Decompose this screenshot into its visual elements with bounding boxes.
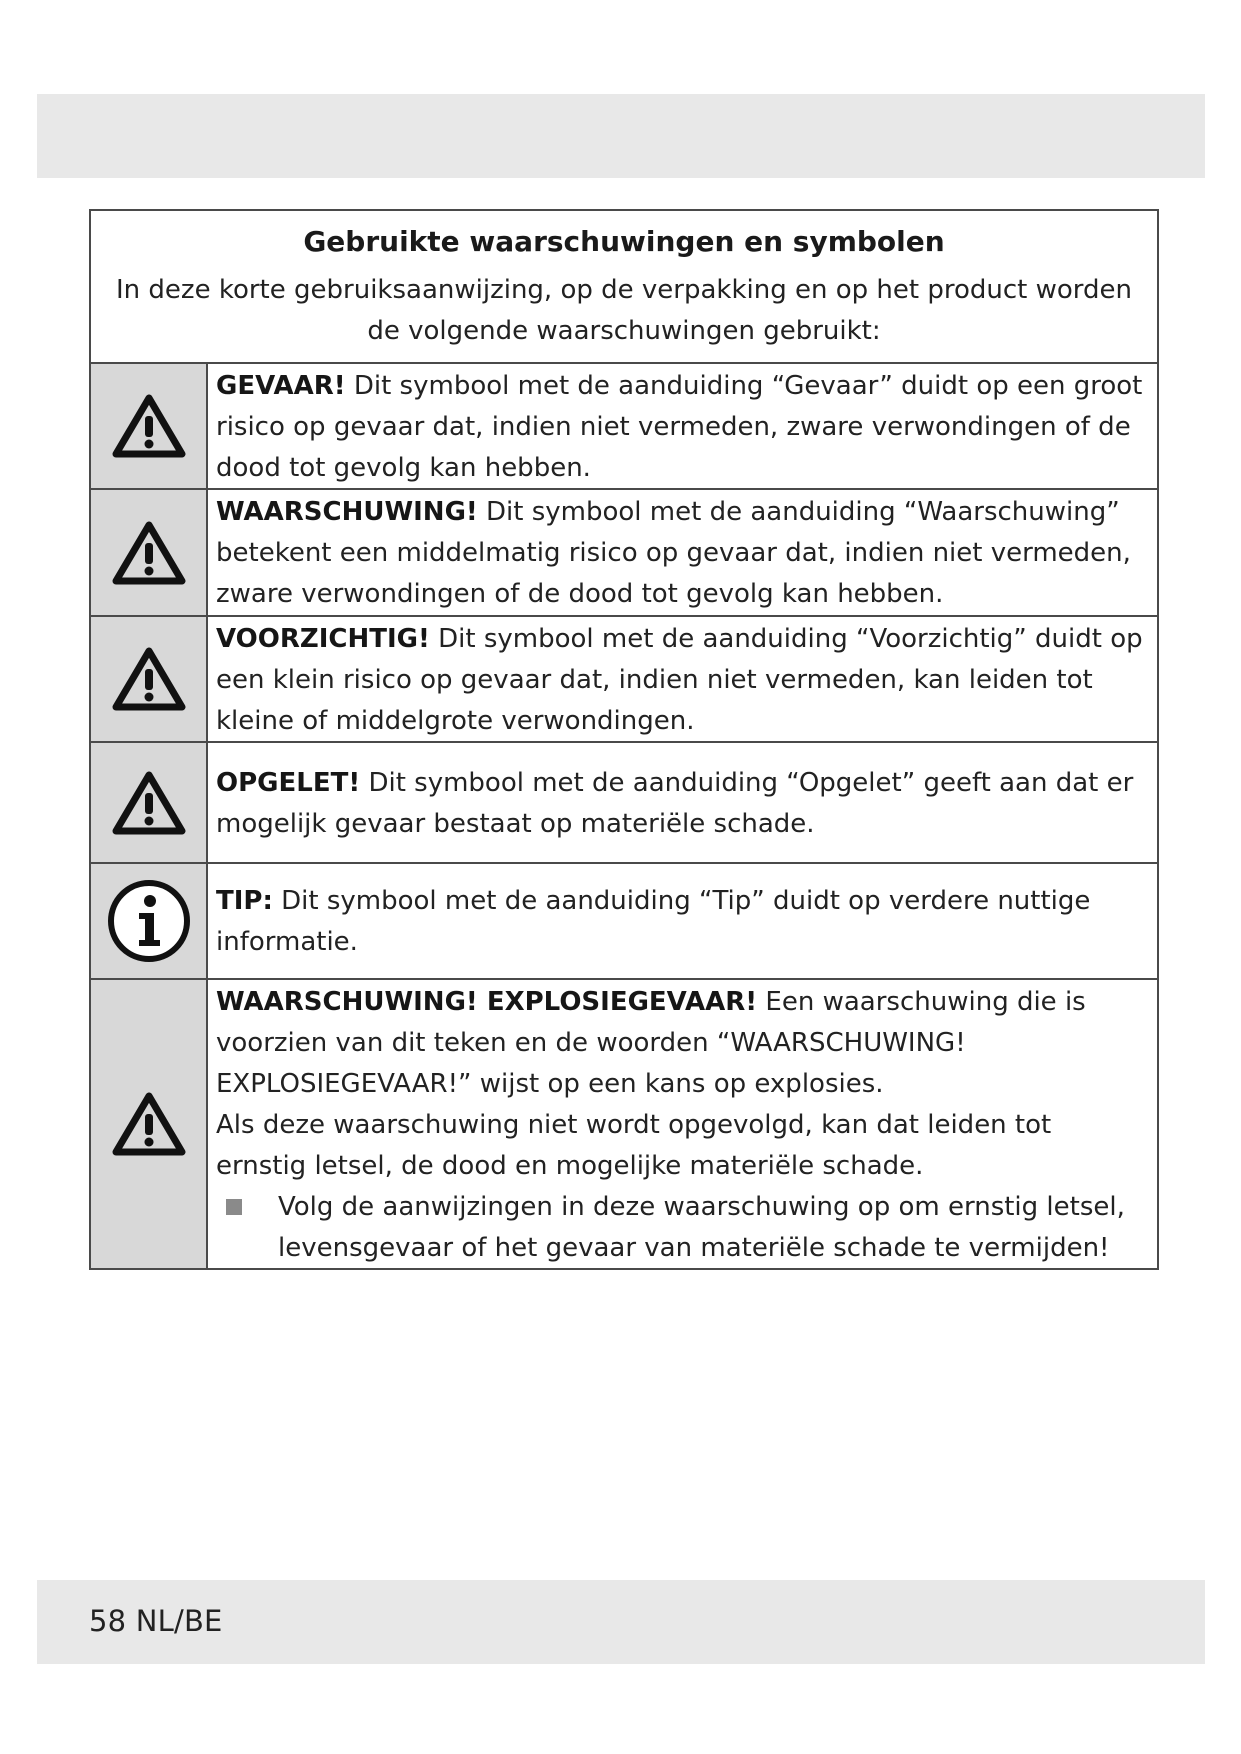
bullet-square-icon bbox=[226, 1199, 242, 1215]
warning-triangle-icon bbox=[91, 490, 208, 615]
warning-row-danger bbox=[91, 364, 1157, 490]
table-title: Gebruikte waarschuwingen en symbolen bbox=[303, 225, 945, 258]
warning-triangle-icon bbox=[91, 364, 208, 488]
warnings-table bbox=[89, 209, 1159, 1270]
warning-triangle-icon bbox=[91, 980, 208, 1268]
row-description: Dit symbool met de aanduiding “Tip” duidt op verdere nuttige informatie. bbox=[216, 886, 1091, 957]
row-description: Dit symbool met de aanduiding “Gevaar” duidt op een groot risico op gevaar dat, indien niet vermeden, zware verwondingen of de dood tot gevolg kan hebben. bbox=[216, 370, 1143, 483]
row-keyword: WAARSCHUWING! bbox=[216, 497, 478, 527]
bullet-item bbox=[216, 1187, 1147, 1269]
warning-triangle-icon bbox=[91, 743, 208, 862]
row-description: Dit symbool met de aanduiding “Voorzichtig” duidt op een klein risico op gevaar dat, indien niet vermeden, kan leiden tot kleine of middelgrote verwondingen. bbox=[216, 623, 1143, 736]
row-description: Dit symbool met de aanduiding “Opgelet” geeft aan dat er mogelijk gevaar bestaat op materiële schade. bbox=[216, 767, 1134, 839]
row-keyword: VOORZICHTIG! bbox=[216, 623, 430, 654]
warning-row-caution bbox=[91, 617, 1157, 743]
row-keyword: TIP: bbox=[216, 886, 273, 916]
table-header bbox=[91, 211, 1157, 364]
row-keyword: GEVAAR! bbox=[216, 370, 346, 401]
header-band bbox=[37, 94, 1205, 178]
footer-band bbox=[37, 1580, 1205, 1664]
warning-row-tip bbox=[91, 864, 1157, 980]
row-description: Dit symbool met de aanduiding “Waarschuwing” betekent een middelmatig risico op gevaar dat, indien niet vermeden, zware verwondingen of de dood tot gevolg kan hebben. bbox=[216, 497, 1131, 609]
warning-triangle-icon bbox=[91, 617, 208, 741]
row-keyword: WAARSCHUWING! EXPLOSIEGEVAAR! bbox=[216, 986, 758, 1017]
page-number: 58 NL/BE bbox=[89, 1604, 223, 1638]
row-keyword: OPGELET! bbox=[216, 767, 361, 798]
warning-row-warning bbox=[91, 490, 1157, 617]
row-description: Een waarschuwing die is voorzien van dit teken en de woorden “WAARSCHUWING! EXPLOSIEGEVAAR!” wijst op een kans op explosies. bbox=[216, 986, 1086, 1099]
warning-row-notice bbox=[91, 743, 1157, 864]
warning-row-explosion bbox=[91, 980, 1157, 1268]
row-consequence: Als deze waarschuwing niet wordt opgevolgd, kan dat leiden tot ernstig letsel, de dood en mogelijke materiële schade. bbox=[216, 1109, 1052, 1181]
info-circle-icon bbox=[91, 864, 208, 978]
bullet-text: Volg de aanwijzingen in deze waarschuwing op om ernstig letsel, levensgevaar of het gevaar van materiële schade te vermijden! bbox=[278, 1191, 1125, 1263]
table-intro: In deze korte gebruiksaanwijzing, op de verpakking en op het product worden de volgende waarschuwingen gebruikt: bbox=[116, 275, 1132, 346]
